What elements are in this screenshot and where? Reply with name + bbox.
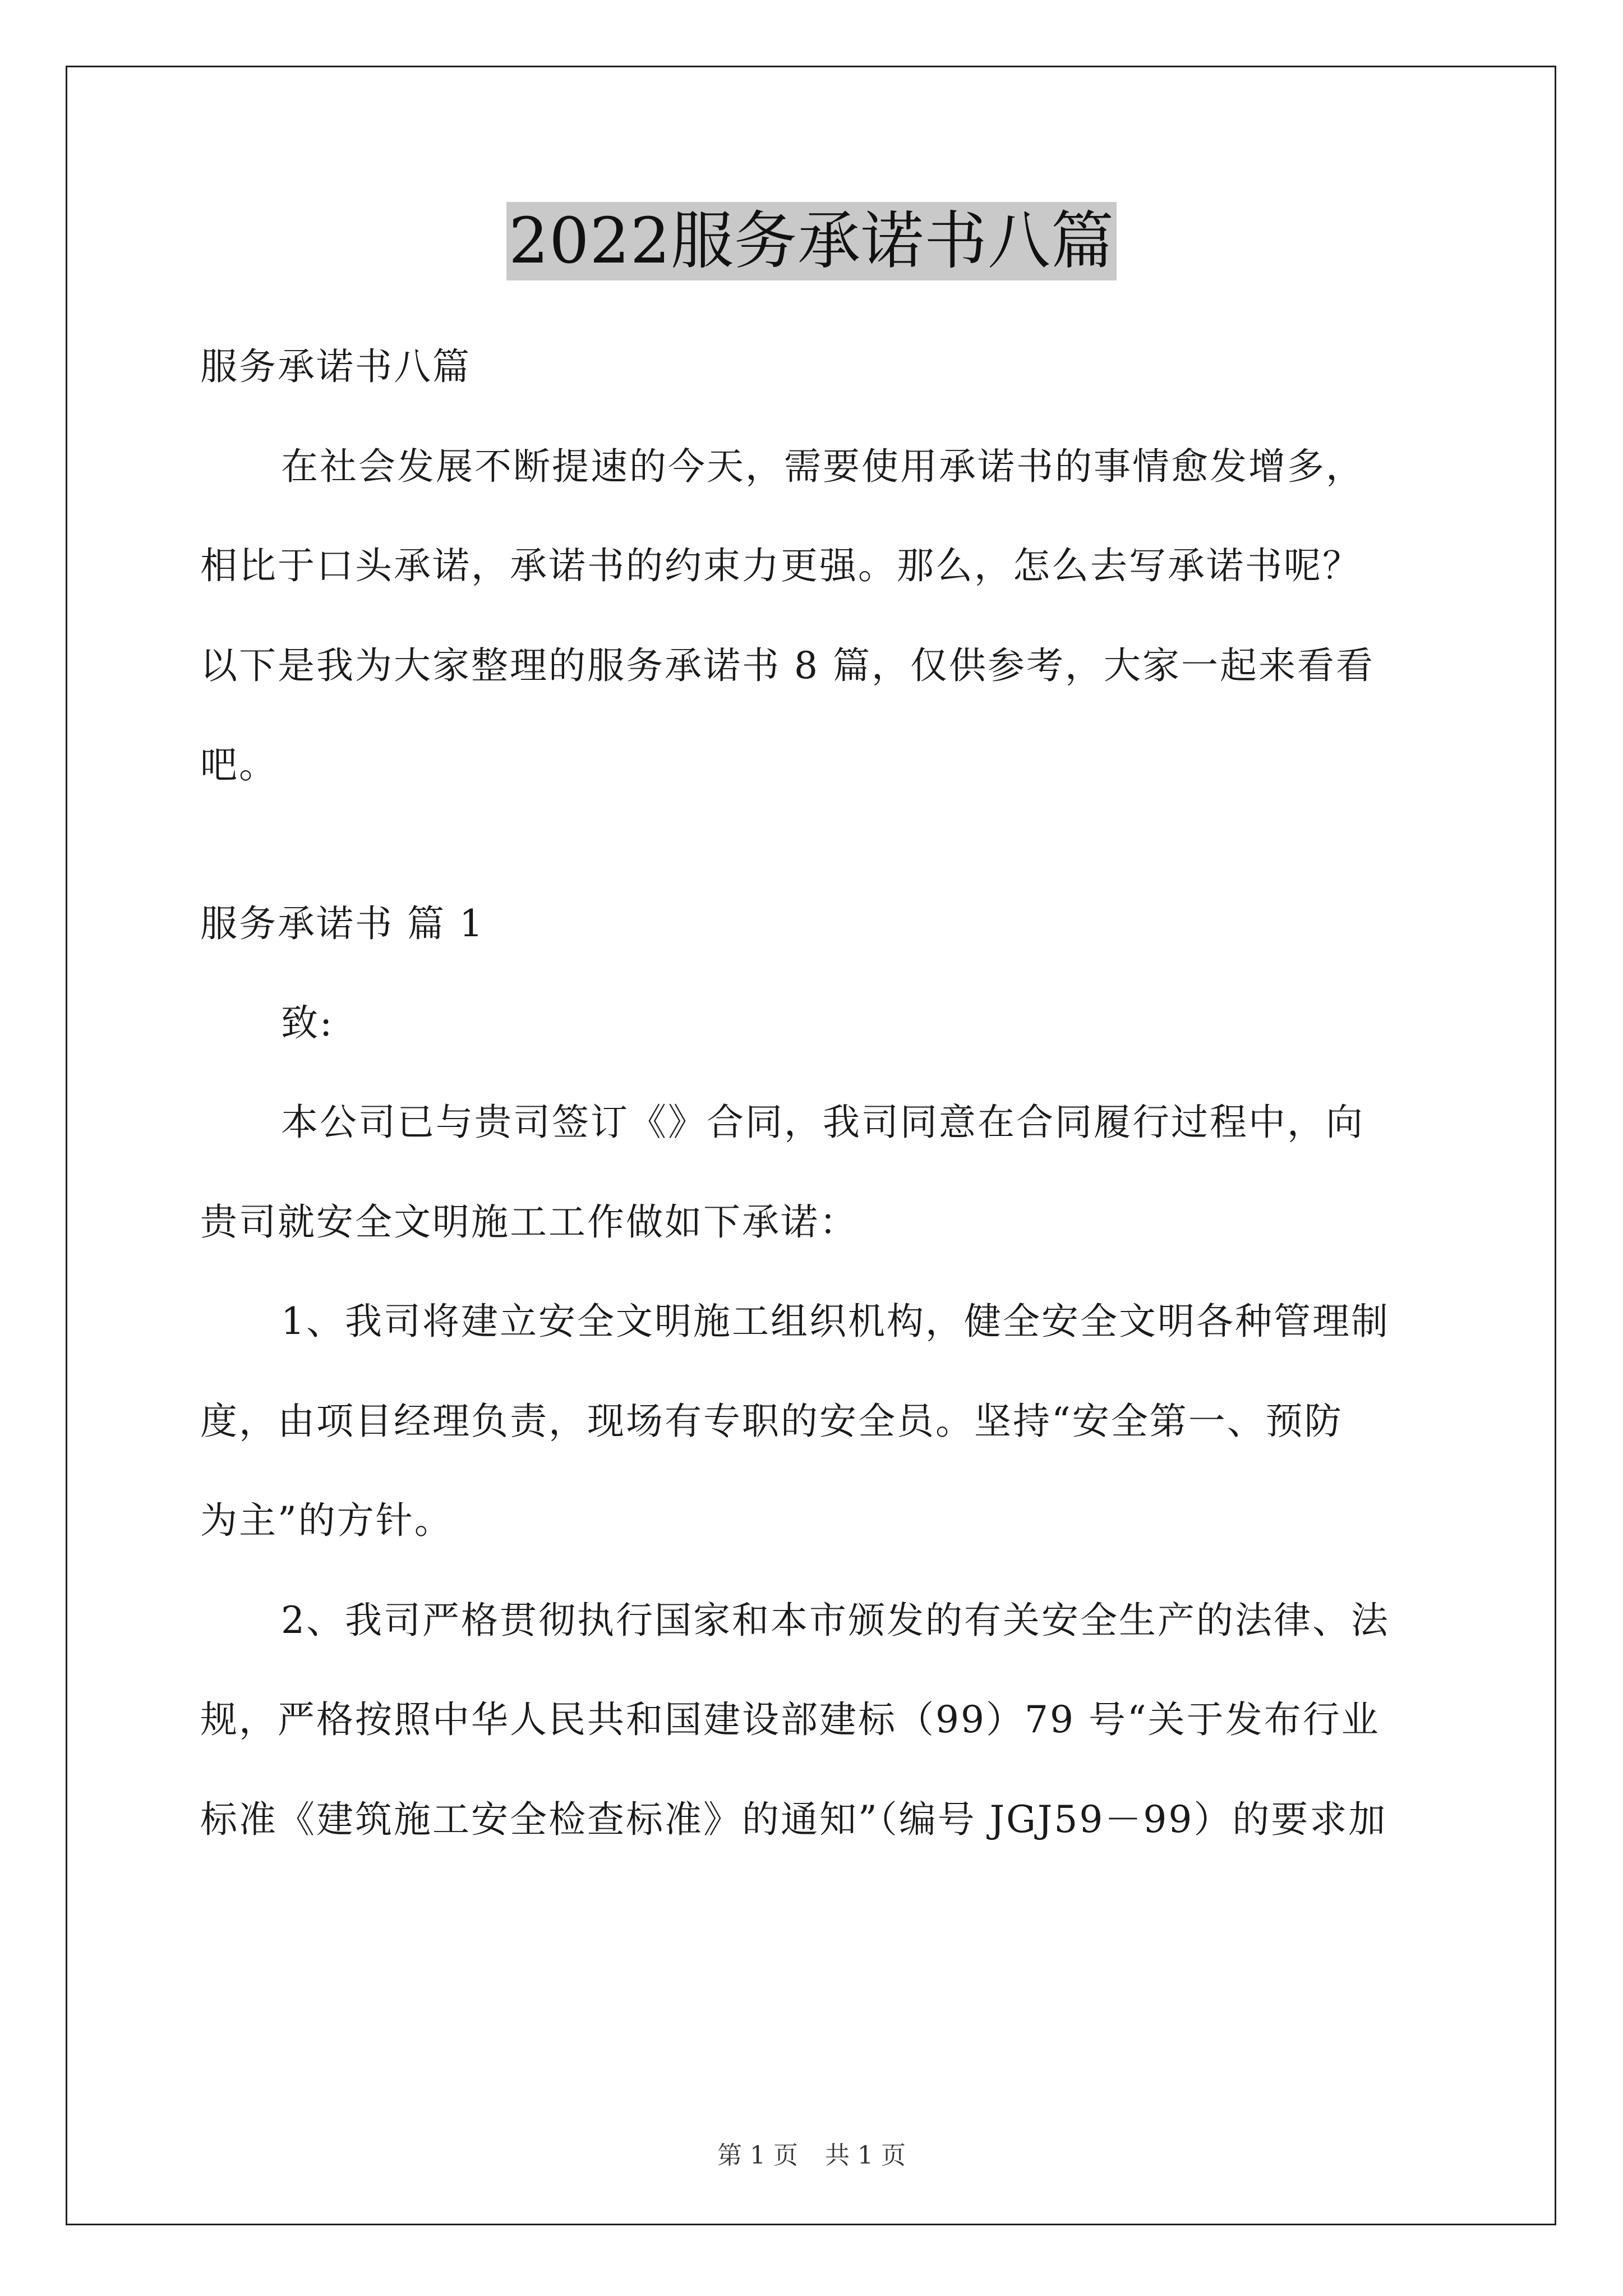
paragraph-line: 为主”的方针。 [200,1499,453,1542]
paragraph-line: 1、我司将建立安全文明施工组织机构，健全安全文明各种管理制 [281,1300,1390,1343]
paragraph-line: 以下是我为大家整理的服务承诺书 8 篇，仅供参考，大家一起来看看 [200,644,1375,687]
document-title: 2022服务承诺书八篇 [506,202,1117,280]
paragraph-line: 标准《建筑施工安全检查标准》的通知”（编号 JGJ59－99）的要求加 [200,1798,1387,1841]
paragraph-line: 贵司就安全文明施工工作做如下承诺： [200,1200,858,1244]
paragraph-line: 度，由项目经理负责，现场有专职的安全员。坚持“安全第一、预防 [200,1400,1343,1443]
title-container [0,202,1623,280]
page-number: 第 1 页 [717,2141,798,2170]
subtitle-line: 服务承诺书八篇 [200,345,471,388]
paragraph-line: 致: [281,1001,334,1045]
page-footer [0,2135,1623,2171]
section-heading: 服务承诺书 篇 1 [200,902,485,945]
page-total: 共 1 页 [825,2141,906,2170]
paragraph-line: 在社会发展不断提速的今天，需要使用承诺书的事情愈发增多， [281,445,1364,488]
paragraph-line: 2、我司严格贯彻执行国家和本市颁发的有关安全生产的法律、法 [281,1599,1390,1642]
paragraph-line: 吧。 [200,743,278,786]
paragraph-line: 本公司已与贵司签订《》合同，我司同意在合同履行过程中，向 [281,1101,1364,1144]
paragraph-line: 相比于口头承诺，承诺书的约束力更强。那么，怎么去写承诺书呢？ [200,544,1361,587]
paragraph-line: 规，严格按照中华人民共和国建设部建标（99）79 号“关于发布行业 [200,1698,1380,1741]
